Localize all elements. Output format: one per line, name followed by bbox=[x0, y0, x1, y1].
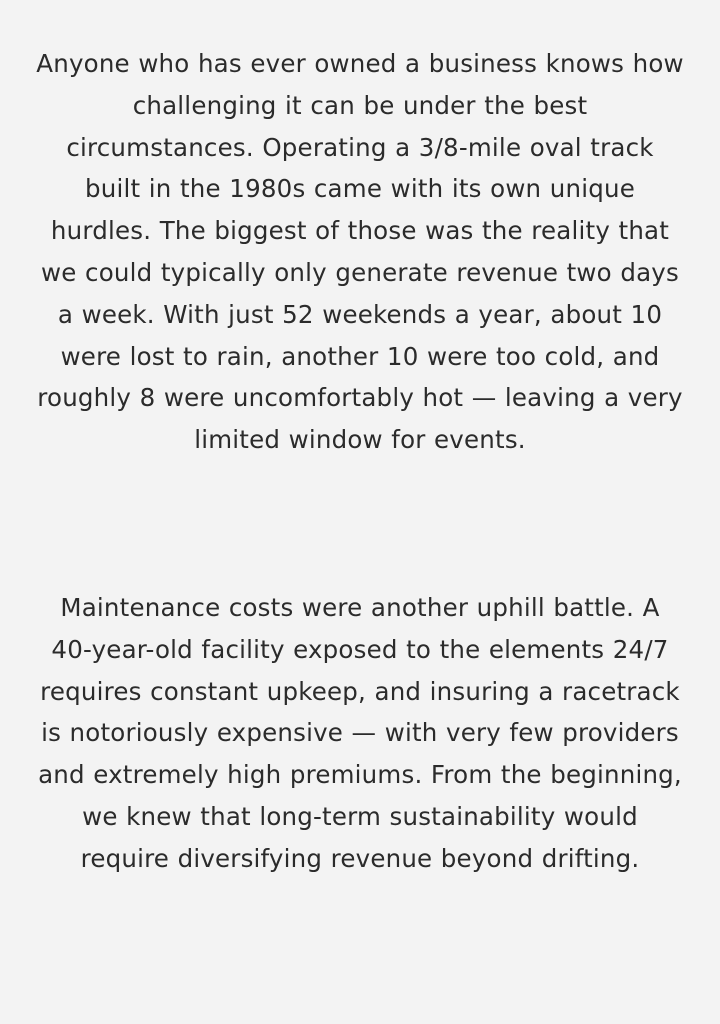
body-paragraph-1: Anyone who has ever owned a business knows how challenging it can be under the best circumstances. Operating a 3/8-mile oval track built in the 1980s came with its own unique hurdles. The biggest of those was the reality that we could typically only generate revenue two days a week. With just 52 weekends a year, about 10 were lost to rain, another 10 were too cold, and roughly 8 were uncomfortably hot — leaving a very limited window for events. bbox=[36, 49, 684, 455]
body-paragraph-2: Maintenance costs were another uphill battle. A 40-year-old facility exposed to the elements 24/7 requires constant upkeep, and insuring a racetrack is notoriously expensive — with very few providers and extremely high premiums. From the beginning, we knew that long-term sustainability would require diversifying revenue beyond drifting. bbox=[38, 593, 682, 873]
